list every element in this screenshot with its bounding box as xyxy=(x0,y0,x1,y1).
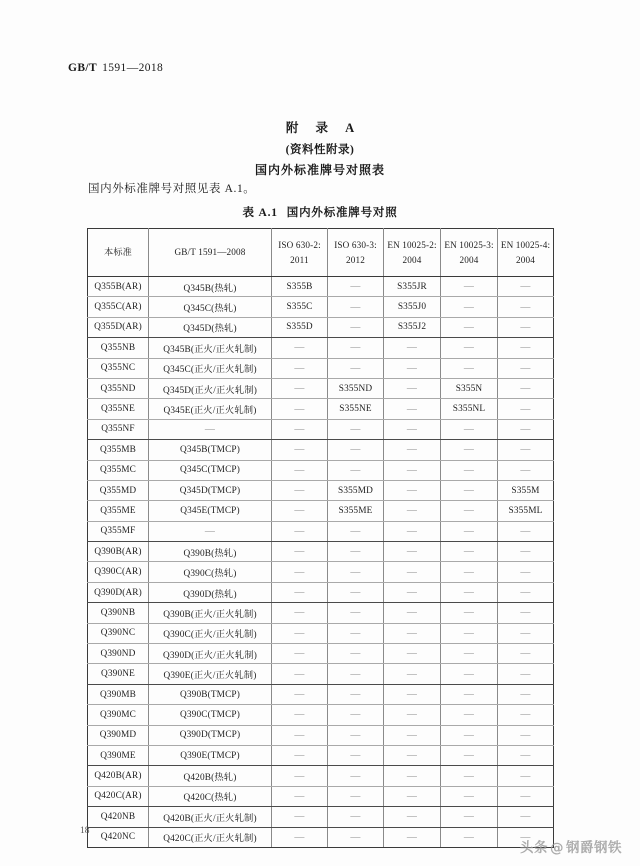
table-cell: S355MD xyxy=(328,480,384,500)
table-cell: — xyxy=(498,582,554,602)
table-cell: — xyxy=(441,277,498,297)
annex-title: 国内外标准牌号对照表 xyxy=(254,163,385,177)
table-cell: — xyxy=(272,623,328,643)
table-cell: — xyxy=(498,786,554,806)
table-cell: — xyxy=(328,460,384,480)
grade-cell: Q390NB xyxy=(88,603,149,623)
table-cell: S355JR xyxy=(384,277,441,297)
column-header-line2: 2012 xyxy=(346,254,365,265)
grade-cell: Q355MF xyxy=(88,521,149,541)
grade-cell: Q355D(AR) xyxy=(88,317,149,337)
table-cell: — xyxy=(384,664,441,684)
grade-cell: Q390ME xyxy=(88,745,149,765)
table-cell: — xyxy=(384,786,441,806)
grade-cell: Q355NB xyxy=(88,338,149,358)
table-cell: — xyxy=(441,766,498,786)
table-cell: — xyxy=(441,725,498,745)
grade-cell: Q355NE xyxy=(88,399,149,419)
table-cell: — xyxy=(441,440,498,460)
grade-cell: Q390NE xyxy=(88,664,149,684)
column-header-line1: 本标准 xyxy=(103,247,132,258)
table-cell: — xyxy=(498,766,554,786)
standard-id: GB/T xyxy=(68,62,98,74)
table-cell: — xyxy=(328,419,384,439)
table-cell: Q390D(正火/正火轧制) xyxy=(149,644,272,664)
standards-comparison-table xyxy=(87,228,554,848)
grade-cell: Q355NC xyxy=(88,358,149,378)
table-cell: — xyxy=(328,745,384,765)
table-cell: S355D xyxy=(272,317,328,337)
table-cell: — xyxy=(272,399,328,419)
table-cell: — xyxy=(384,460,441,480)
table-cell: — xyxy=(149,521,272,541)
table-cell: Q345D(热轧) xyxy=(149,317,272,337)
table-column-header-2 xyxy=(272,229,328,277)
table-cell: — xyxy=(328,277,384,297)
table-cell: — xyxy=(498,725,554,745)
table-body xyxy=(88,277,554,848)
table-cell: — xyxy=(328,603,384,623)
table-row xyxy=(88,827,554,847)
table-caption-title: 国内外标准牌号对照 xyxy=(286,207,398,219)
table-cell: — xyxy=(441,684,498,704)
grade-cell: Q390C(AR) xyxy=(88,562,149,582)
table-row xyxy=(88,562,554,582)
column-header-line2: 2004 xyxy=(459,254,479,265)
table-cell: — xyxy=(328,725,384,745)
column-header-line1: EN 10025-4: xyxy=(500,240,551,251)
table-cell: — xyxy=(498,603,554,623)
table-column-header-4 xyxy=(384,229,441,277)
table-row xyxy=(88,542,554,562)
annex-kind: (资料性附录) xyxy=(285,143,355,156)
table-column-header-6 xyxy=(498,229,554,277)
grade-cell: Q390B(AR) xyxy=(88,542,149,562)
table-cell: — xyxy=(441,745,498,765)
table-cell: Q420C(正火/正火轧制) xyxy=(149,827,272,847)
table-row xyxy=(88,378,554,398)
table-cell: — xyxy=(384,623,441,643)
watermark-at-symbol: @ xyxy=(550,840,564,856)
table-cell: — xyxy=(328,705,384,725)
table-cell: — xyxy=(441,705,498,725)
table-row xyxy=(88,521,554,541)
table-cell: — xyxy=(272,378,328,398)
table-cell: — xyxy=(328,684,384,704)
table-cell: — xyxy=(498,827,554,847)
table-header-row xyxy=(88,229,554,277)
table-cell: Q345B(正火/正火轧制) xyxy=(149,338,272,358)
table-cell: — xyxy=(328,317,384,337)
table-cell: — xyxy=(384,480,441,500)
table-cell: — xyxy=(441,786,498,806)
table-cell: — xyxy=(441,664,498,684)
grade-cell: Q390MC xyxy=(88,705,149,725)
table-cell: Q390C(热轧) xyxy=(149,562,272,582)
watermark-name: 钢爵钢铁 xyxy=(566,840,622,856)
table-cell: — xyxy=(384,419,441,439)
grade-cell: Q420NC xyxy=(88,827,149,847)
table-cell: — xyxy=(441,358,498,378)
table-row xyxy=(88,277,554,297)
table-cell: — xyxy=(441,562,498,582)
table-cell: — xyxy=(498,684,554,704)
table-cell: — xyxy=(498,277,554,297)
column-header-line1: ISO 630-2: xyxy=(278,240,321,251)
table-cell: Q390B(正火/正火轧制) xyxy=(149,603,272,623)
table-cell: — xyxy=(272,725,328,745)
table-cell: — xyxy=(272,582,328,602)
table-cell: — xyxy=(328,644,384,664)
table-cell: Q390C(正火/正火轧制) xyxy=(149,623,272,643)
table-cell: — xyxy=(328,358,384,378)
table-header xyxy=(88,229,554,277)
table-cell: — xyxy=(272,542,328,562)
table-cell: — xyxy=(272,603,328,623)
table-cell: — xyxy=(498,338,554,358)
grade-cell: Q420C(AR) xyxy=(88,786,149,806)
table-cell: — xyxy=(498,297,554,317)
table-cell: — xyxy=(384,378,441,398)
table-cell: — xyxy=(498,664,554,684)
table-cell: — xyxy=(498,705,554,725)
table-cell: — xyxy=(328,338,384,358)
table-cell: — xyxy=(384,582,441,602)
intro-paragraph: 国内外标准牌号对照见表 A.1。 xyxy=(88,183,256,195)
table-cell: — xyxy=(272,521,328,541)
table-cell: — xyxy=(384,521,441,541)
table-cell: Q390B(热轧) xyxy=(149,542,272,562)
table-row xyxy=(88,766,554,786)
table-cell: — xyxy=(272,501,328,521)
table-cell: S355NL xyxy=(441,399,498,419)
table-cell: — xyxy=(498,317,554,337)
column-header-line2: 2004 xyxy=(516,254,535,265)
table-row xyxy=(88,317,554,337)
table-cell: Q345E(TMCP) xyxy=(149,501,272,521)
table-cell: — xyxy=(498,440,554,460)
table-cell: — xyxy=(498,521,554,541)
table-cell: — xyxy=(328,582,384,602)
table-cell: — xyxy=(328,827,384,847)
grade-cell: Q355NF xyxy=(88,419,149,439)
table-cell: Q420C(热轧) xyxy=(149,786,272,806)
table-cell: Q390E(TMCP) xyxy=(149,745,272,765)
table-cell: — xyxy=(272,460,328,480)
table-row xyxy=(88,684,554,704)
table-row xyxy=(88,440,554,460)
table-cell: — xyxy=(272,562,328,582)
table-cell: Q345D(TMCP) xyxy=(149,480,272,500)
table-cell: — xyxy=(272,358,328,378)
table-cell: Q345B(TMCP) xyxy=(149,440,272,460)
table-cell: Q390D(TMCP) xyxy=(149,725,272,745)
table-cell: — xyxy=(498,562,554,582)
table-cell: Q345B(热轧) xyxy=(149,277,272,297)
table-row xyxy=(88,725,554,745)
grade-cell: Q390MB xyxy=(88,684,149,704)
table-cell: — xyxy=(384,358,441,378)
document-header xyxy=(68,62,163,74)
table-row xyxy=(88,480,554,500)
table-cell: — xyxy=(441,623,498,643)
table-cell: — xyxy=(328,297,384,317)
grade-cell: Q420B(AR) xyxy=(88,766,149,786)
table-row xyxy=(88,623,554,643)
table-cell: S355M xyxy=(498,480,554,500)
table-row xyxy=(88,807,554,827)
table-cell: — xyxy=(272,338,328,358)
table-cell: — xyxy=(328,521,384,541)
table-cell: — xyxy=(441,460,498,480)
standard-number: 1591—2018 xyxy=(102,62,164,74)
table-cell: — xyxy=(384,399,441,419)
table-cell: — xyxy=(498,358,554,378)
standards-comparison-table-wrapper xyxy=(87,228,553,848)
table-cell: Q390B(TMCP) xyxy=(149,684,272,704)
table-cell: — xyxy=(272,684,328,704)
watermark-prefix: 头条 xyxy=(520,840,548,856)
table-cell: — xyxy=(384,725,441,745)
table-cell: — xyxy=(272,705,328,725)
table-cell: — xyxy=(384,684,441,704)
table-cell: Q345C(热轧) xyxy=(149,297,272,317)
table-cell: — xyxy=(328,542,384,562)
table-cell: — xyxy=(149,419,272,439)
table-cell: — xyxy=(272,745,328,765)
table-row xyxy=(88,460,554,480)
table-cell: Q345D(正火/正火轧制) xyxy=(149,378,272,398)
table-cell: — xyxy=(272,827,328,847)
table-cell: — xyxy=(441,521,498,541)
table-cell: — xyxy=(328,562,384,582)
table-cell: — xyxy=(384,827,441,847)
table-cell: S355NE xyxy=(328,399,384,419)
table-cell: Q345C(TMCP) xyxy=(149,460,272,480)
table-cell: — xyxy=(441,603,498,623)
column-header-line2: 2004 xyxy=(402,254,422,265)
table-row xyxy=(88,358,554,378)
table-caption xyxy=(0,204,640,220)
table-cell: — xyxy=(384,766,441,786)
table-row xyxy=(88,501,554,521)
column-header-line1: ISO 630-3: xyxy=(334,240,377,251)
table-cell: — xyxy=(498,807,554,827)
table-cell: — xyxy=(441,317,498,337)
table-cell: — xyxy=(441,542,498,562)
table-row xyxy=(88,786,554,806)
table-row xyxy=(88,399,554,419)
table-row xyxy=(88,297,554,317)
column-header-line1: GB/T 1591—2008 xyxy=(174,247,246,258)
table-cell: — xyxy=(272,664,328,684)
table-cell: — xyxy=(384,745,441,765)
table-column-header-3 xyxy=(328,229,384,277)
column-header-line1: EN 10025-3: xyxy=(444,240,494,251)
table-cell: — xyxy=(441,338,498,358)
table-row xyxy=(88,705,554,725)
table-cell: — xyxy=(384,603,441,623)
grade-cell: Q355MD xyxy=(88,480,149,500)
table-column-header-5 xyxy=(441,229,498,277)
table-row xyxy=(88,603,554,623)
table-cell: — xyxy=(384,542,441,562)
table-cell: — xyxy=(441,827,498,847)
table-cell: Q345C(正火/正火轧制) xyxy=(149,358,272,378)
table-cell: — xyxy=(441,644,498,664)
table-cell: — xyxy=(272,419,328,439)
table-cell: — xyxy=(384,440,441,460)
table-cell: — xyxy=(441,419,498,439)
table-cell: S355ME xyxy=(328,501,384,521)
column-header-line2: 2011 xyxy=(290,254,309,265)
table-cell: — xyxy=(328,623,384,643)
table-row xyxy=(88,419,554,439)
grade-cell: Q355MC xyxy=(88,460,149,480)
grade-cell: Q390D(AR) xyxy=(88,582,149,602)
table-row xyxy=(88,582,554,602)
table-cell: — xyxy=(328,664,384,684)
grade-cell: Q355B(AR) xyxy=(88,277,149,297)
table-cell: Q345E(正火/正火轧制) xyxy=(149,399,272,419)
table-cell: — xyxy=(498,460,554,480)
grade-cell: Q390NC xyxy=(88,623,149,643)
table-cell: S355ML xyxy=(498,501,554,521)
grade-cell: Q355MB xyxy=(88,440,149,460)
table-cell: — xyxy=(272,766,328,786)
table-cell: — xyxy=(498,644,554,664)
table-cell: — xyxy=(272,644,328,664)
table-row xyxy=(88,745,554,765)
table-cell: — xyxy=(498,623,554,643)
table-cell: Q390E(正火/正火轧制) xyxy=(149,664,272,684)
table-cell: — xyxy=(384,338,441,358)
table-cell: — xyxy=(498,542,554,562)
table-caption-number: 表 A.1 xyxy=(242,207,278,219)
table-cell: S355ND xyxy=(328,378,384,398)
annex-label: 附 录 A xyxy=(285,121,362,135)
table-cell: — xyxy=(328,766,384,786)
table-cell: — xyxy=(384,501,441,521)
table-cell: — xyxy=(328,440,384,460)
grade-cell: Q355ME xyxy=(88,501,149,521)
table-cell: — xyxy=(384,562,441,582)
table-cell: — xyxy=(498,399,554,419)
table-cell: — xyxy=(384,705,441,725)
table-cell: — xyxy=(441,501,498,521)
grade-cell: Q390ND xyxy=(88,644,149,664)
table-cell: — xyxy=(384,644,441,664)
column-header-line1: EN 10025-2: xyxy=(387,240,437,251)
table-cell: — xyxy=(441,297,498,317)
table-cell: S355J2 xyxy=(384,317,441,337)
grade-cell: Q355ND xyxy=(88,378,149,398)
annex-heading-block xyxy=(0,118,640,181)
table-cell: — xyxy=(498,745,554,765)
table-row xyxy=(88,338,554,358)
grade-cell: Q355C(AR) xyxy=(88,297,149,317)
table-cell: S355N xyxy=(441,378,498,398)
table-row xyxy=(88,664,554,684)
page-number: 18 xyxy=(80,826,90,836)
table-cell: — xyxy=(272,440,328,460)
grade-cell: Q420NB xyxy=(88,807,149,827)
table-cell: Q390D(热轧) xyxy=(149,582,272,602)
table-cell: — xyxy=(384,807,441,827)
table-cell: — xyxy=(272,480,328,500)
table-cell: — xyxy=(328,786,384,806)
watermark xyxy=(520,836,622,856)
table-column-header-0 xyxy=(88,229,149,277)
table-cell: — xyxy=(328,807,384,827)
table-cell: — xyxy=(441,480,498,500)
table-cell: — xyxy=(498,419,554,439)
table-cell: S355C xyxy=(272,297,328,317)
table-cell: — xyxy=(272,786,328,806)
table-column-header-1 xyxy=(149,229,272,277)
table-cell: — xyxy=(498,378,554,398)
table-cell: Q420B(热轧) xyxy=(149,766,272,786)
table-cell: S355B xyxy=(272,277,328,297)
table-cell: Q390C(TMCP) xyxy=(149,705,272,725)
table-cell: S355J0 xyxy=(384,297,441,317)
table-cell: — xyxy=(272,807,328,827)
table-cell: — xyxy=(441,807,498,827)
table-row xyxy=(88,644,554,664)
table-cell: — xyxy=(441,582,498,602)
table-cell: Q420B(正火/正火轧制) xyxy=(149,807,272,827)
grade-cell: Q390MD xyxy=(88,725,149,745)
